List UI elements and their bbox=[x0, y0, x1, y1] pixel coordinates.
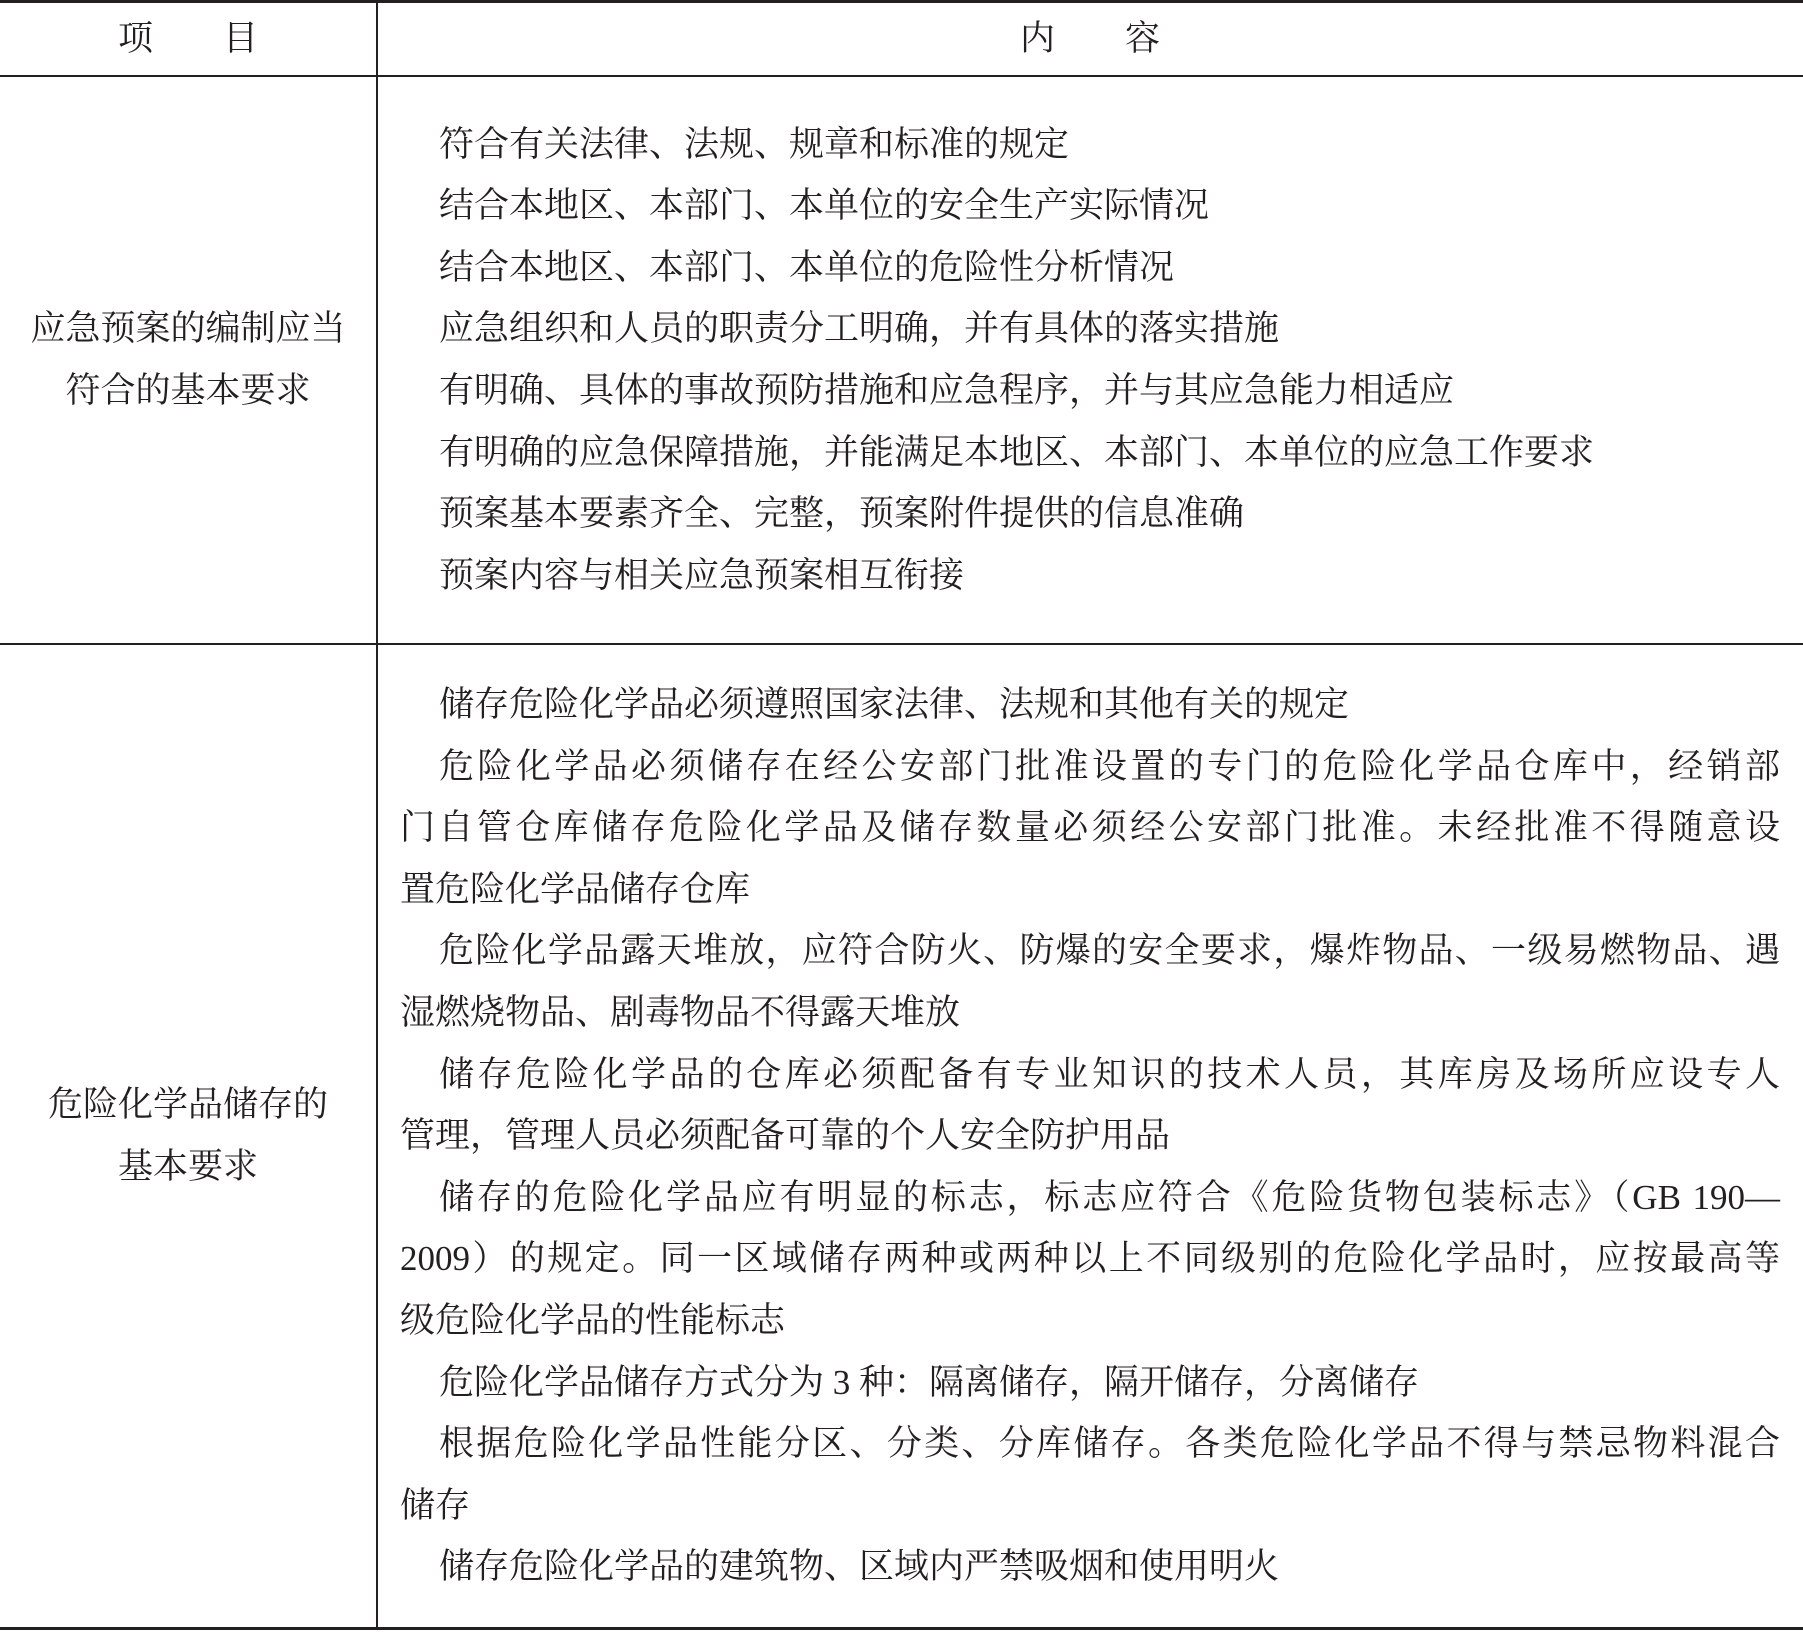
paragraph-line: 2009）的规定。同一区域储存两种或两种以上不同级别的危险化学品时，应按最高等 bbox=[400, 1239, 1780, 1279]
paragraph-line: 级危险化学品的性能标志 bbox=[400, 1300, 786, 1340]
row-item-line: 应急预案的编制应当 bbox=[30, 309, 346, 349]
paragraph-line: 门自管仓库储存危险化学品及储存数量必须经公安部门批准。未经批准不得随意设 bbox=[400, 808, 1780, 848]
paragraph bbox=[400, 1044, 1780, 1167]
header-item-label: 项 目 bbox=[117, 19, 258, 59]
paragraph bbox=[400, 920, 1780, 1043]
paragraph-line: 预案内容与相关应急预案相互衔接 bbox=[439, 555, 965, 595]
row-item-cell bbox=[0, 645, 378, 1627]
paragraph-line: 结合本地区、本部门、本单位的安全生产实际情况 bbox=[439, 186, 1210, 226]
paragraph-line: 管理，管理人员必须配备可靠的个人安全防护用品 bbox=[400, 1116, 1171, 1156]
row-item-line: 危险化学品储存的 bbox=[47, 1085, 328, 1125]
paragraph bbox=[400, 1352, 1780, 1414]
table-row bbox=[0, 645, 1803, 1627]
paragraph-line: 危险化学品必须储存在经公安部门批准设置的专门的危险化学品仓库中，经销部 bbox=[439, 746, 1780, 786]
paragraph bbox=[400, 175, 1780, 237]
row-content-cell bbox=[378, 645, 1803, 1627]
table-header-row bbox=[0, 3, 1803, 75]
paragraph-line: 有明确、具体的事故预防措施和应急程序，并与其应急能力相适应 bbox=[439, 371, 1455, 410]
paragraph bbox=[400, 545, 1780, 607]
paragraph-line: 湿燃烧物品、剧毒物品不得露天堆放 bbox=[400, 993, 961, 1033]
paragraph bbox=[400, 422, 1780, 484]
paragraph bbox=[400, 1167, 1780, 1352]
row-item-line: 符合的基本要求 bbox=[65, 371, 311, 410]
paragraph-line: 预案基本要素齐全、完整，预案附件提供的信息准确 bbox=[439, 494, 1245, 534]
paragraph-line: 符合有关法律、法规、规章和标准的规定 bbox=[439, 124, 1070, 164]
paragraph-line: 储存危险化学品的仓库必须配备有专业知识的技术人员，其库房及场所应设专人 bbox=[439, 1054, 1780, 1094]
paragraph-line: 应急组织和人员的职责分工明确，并有具体的落实措施 bbox=[439, 309, 1280, 349]
row-content-cell bbox=[378, 77, 1803, 643]
paragraph bbox=[400, 237, 1780, 299]
paragraph bbox=[400, 298, 1780, 360]
paragraph-line: 危险化学品储存方式分为 3 种：隔离储存，隔开储存，分离储存 bbox=[439, 1362, 1420, 1402]
paragraph-line: 储存危险化学品的建筑物、区域内严禁吸烟和使用明火 bbox=[439, 1547, 1280, 1587]
paragraph bbox=[400, 1413, 1780, 1536]
paragraph-line: 置危险化学品储存仓库 bbox=[400, 869, 751, 909]
paragraph-line: 根据危险化学品性能分区、分类、分库储存。各类危险化学品不得与禁忌物料混合 bbox=[439, 1424, 1780, 1464]
paragraph-line: 有明确的应急保障措施，并能满足本地区、本部门、本单位的应急工作要求 bbox=[439, 432, 1595, 472]
paragraph-line: 储存的危险化学品应有明显的标志，标志应符合《危险货物包装标志》（GB 190— bbox=[439, 1177, 1780, 1217]
paragraph-line: 结合本地区、本部门、本单位的危险性分析情况 bbox=[439, 247, 1175, 287]
table-row bbox=[0, 77, 1803, 643]
paragraph-line: 储存危险化学品必须遵照国家法律、法规和其他有关的规定 bbox=[439, 685, 1350, 725]
paragraph bbox=[400, 360, 1780, 422]
paragraph-line: 储存 bbox=[400, 1485, 471, 1525]
row-item-cell bbox=[0, 77, 378, 643]
paragraph bbox=[400, 483, 1780, 545]
table-bottom-rule bbox=[0, 1627, 1803, 1630]
paragraph-line: 危险化学品露天堆放，应符合防火、防爆的安全要求，爆炸物品、一级易燃物品、遇 bbox=[439, 931, 1780, 971]
header-content-label: 内 容 bbox=[1019, 19, 1160, 59]
paragraph bbox=[400, 674, 1780, 736]
paragraph bbox=[400, 736, 1780, 921]
row-item-line: 基本要求 bbox=[117, 1147, 258, 1186]
paragraph bbox=[400, 114, 1780, 176]
header-item-cell bbox=[0, 3, 378, 75]
header-content-cell bbox=[378, 3, 1803, 75]
paragraph bbox=[400, 1536, 1780, 1598]
